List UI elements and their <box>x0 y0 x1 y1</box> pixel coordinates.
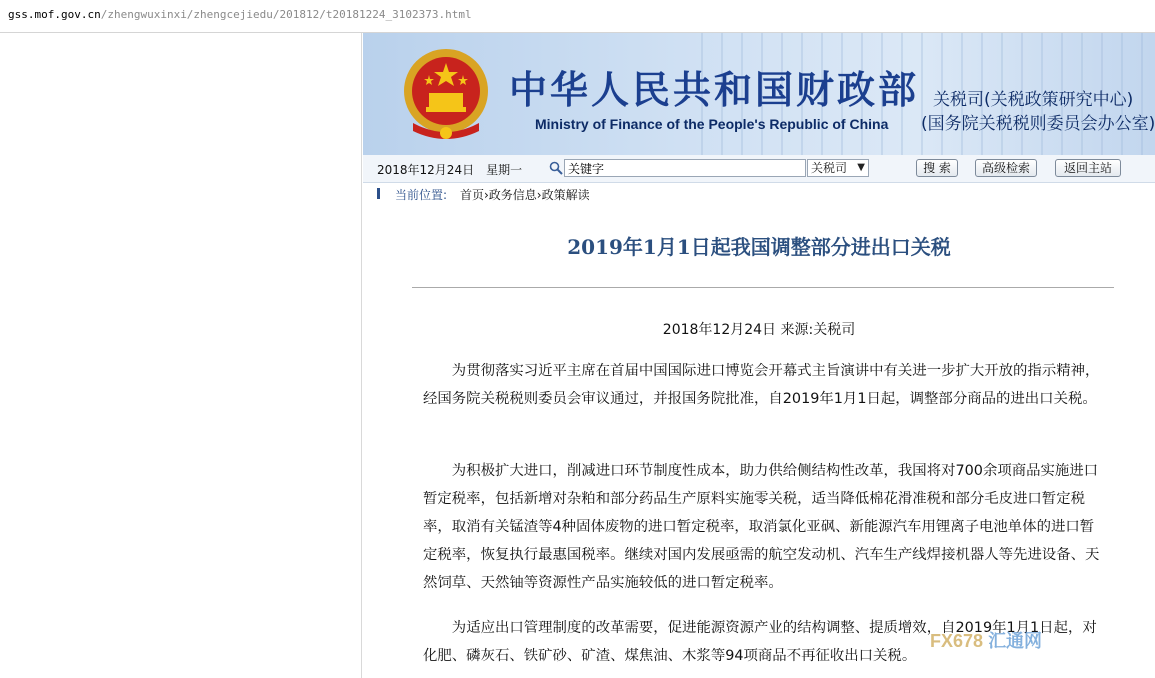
search-icon <box>549 161 563 175</box>
dropdown-arrow-icon: ▼ <box>857 162 865 173</box>
url-host: gss.mof.gov.cn <box>8 8 101 21</box>
national-emblem-icon <box>399 45 493 145</box>
article-paragraph: 为积极扩大进口，削减进口环节制度性成本，助力供给侧结构性改革，我国将对700余项商品实施进口暂定税率，包括新增对杂粕和部分药品生产原料实施零关税，适当降低棉花滑准税和部分毛皮进口暂定税率，取消有关锰渣等4种固体废物的进口暂定税率，取消氯化亚砜、新能源汽车用锂离子电池单体的进口暂定税率，恢复执行最惠国税率。继续对国内发展亟需的航空发动机、汽车生产线焊接机器人等先进设备、天然饲草、天然铀等资源性产品实施较低的进口暂定税率。 <box>423 463 1100 591</box>
ministry-title-cn: 中华人民共和国财政部 <box>509 67 920 112</box>
article-paragraph: 为适应出口管理制度的改革需要，促进能源资源产业的结构调整、提质增效，自2019年1月1日起，对化肥、磷灰石、铁矿砂、矿渣、煤焦油、木浆等94项商品不再征收出口关税。 <box>423 620 1097 664</box>
keyword-search-input[interactable] <box>564 159 806 177</box>
site-banner <box>363 33 1155 155</box>
article-paragraph: 为贯彻落实习近平主席在首届中国国际进口博览会开幕式主旨演讲中有关进一步扩大开放的指示精神，经国务院关税税则委员会审议通过，并报国务院批准，自2019年1月1日起，调整部分商品的进出口关税。 <box>423 363 1100 407</box>
watermark-logo <box>930 627 1042 653</box>
department-office: (国务院关税税则委员会办公室) <box>921 114 1155 134</box>
breadcrumb-marker-icon <box>377 188 380 199</box>
address-bar[interactable] <box>0 0 1155 33</box>
department-name: 关税司(关税政策研究中心) <box>933 90 1134 110</box>
article-title: 2019年1月1日起我国调整部分进出口关税 <box>567 235 951 259</box>
web-page <box>363 33 1155 678</box>
scope-select-value: 关税司 <box>811 161 848 175</box>
article-meta: 2018年12月24日 来源:关税司 <box>662 322 856 338</box>
breadcrumb-label: 当前位置: <box>395 188 448 202</box>
breadcrumb <box>363 183 1155 205</box>
watermark-brand: FX678 <box>930 631 984 651</box>
title-divider <box>412 287 1114 288</box>
url-path: /zhengwuxinxi/zhengcejiedu/201812/t20181224_3102373.html <box>100 8 472 21</box>
url-text[interactable] <box>8 8 472 21</box>
return-home-button[interactable]: 返回主站 <box>1055 159 1121 177</box>
search-toolbar <box>363 155 1155 183</box>
search-button[interactable]: 搜 索 <box>916 159 958 177</box>
ministry-title-en: Ministry of Finance of the People's Republic of China <box>535 116 889 132</box>
advanced-search-button[interactable]: 高级检索 <box>975 159 1037 177</box>
scope-select[interactable] <box>807 159 869 177</box>
watermark-site: 汇通网 <box>988 631 1043 651</box>
left-blank-panel <box>0 33 362 678</box>
breadcrumb-path[interactable]: 首页›政务信息›政策解读 <box>460 188 590 202</box>
current-date: 2018年12月24日 星期一 <box>377 163 523 177</box>
